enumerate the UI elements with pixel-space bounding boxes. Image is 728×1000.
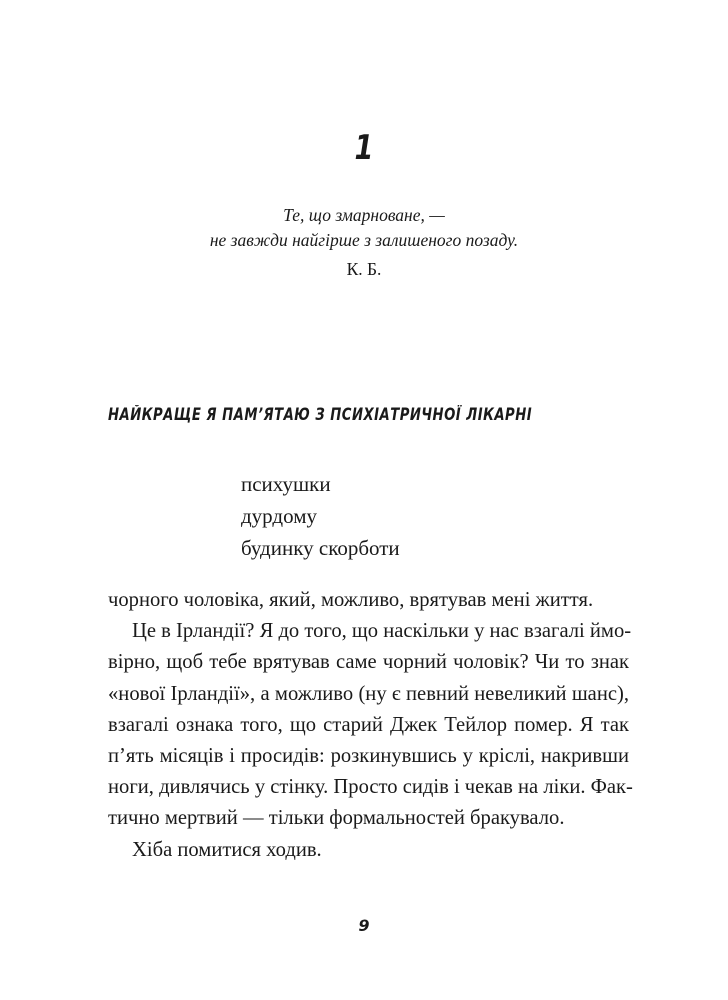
text-line: чорного чоловіка, який, можливо, врятував мені життя.: [108, 589, 594, 611]
list-item: будинку скорботи: [241, 536, 400, 560]
epigraph-line-2: не завжди найгірше з залишеного позаду.: [209, 230, 519, 250]
text-line: Хіба помитися ходив.: [132, 838, 322, 861]
list-item: психушки: [241, 472, 331, 496]
paragraph-2: [108, 616, 633, 834]
text-line: вірно, щоб тебе врятував саме чорний чоловік? Чи то знак: [108, 651, 629, 674]
paragraph-1: [108, 585, 629, 616]
text-line: «нової Ірландії», а можливо (ну є певний невеликий шанс),: [108, 682, 629, 705]
page-number: 9: [358, 916, 370, 935]
epigraph-author: К. Б.: [346, 259, 382, 279]
chapter-number: 1: [354, 128, 374, 168]
text-line: ноги, дивлячись у стінку. Просто сидів і чекав на ліки. Фак-: [108, 776, 633, 799]
paragraph-3: [108, 835, 629, 866]
list-item: дурдому: [241, 504, 317, 528]
text-line: Це в Ірландії? Я до того, що наскільки у нас взагалі ймо-: [132, 620, 632, 643]
body-text: [108, 585, 633, 866]
text-line: взагалі ознака того, що старий Джек Тейлор помер. Я так: [108, 713, 629, 736]
text-line: п’ять місяців і просидів: розкинувшись у кріслі, накривши: [108, 744, 629, 767]
text-line: тично мертвий — тільки формальностей бракувало.: [108, 807, 565, 830]
synonym-list: [241, 468, 400, 564]
epigraph-line-1: Те, що змарноване, —: [283, 205, 445, 225]
section-heading: НАЙКРАЩЕ Я ПАМ’ЯТАЮ З ПСИХІАТРИЧНОЇ ЛІКАРНІ: [108, 405, 533, 424]
